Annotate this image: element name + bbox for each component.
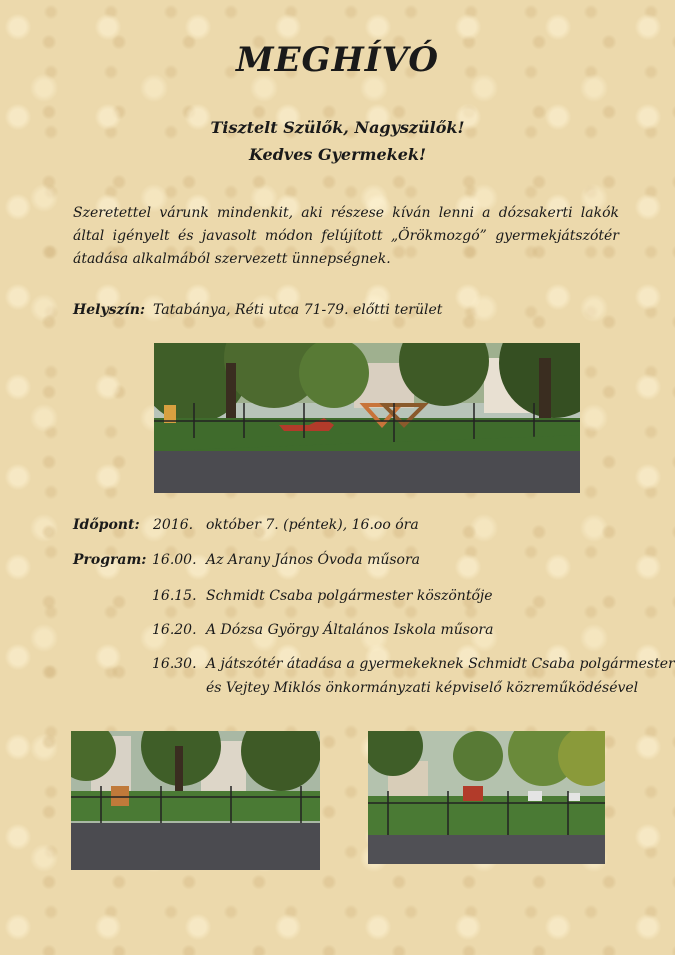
- program-time-3: 16.20.: [152, 622, 197, 638]
- date-details: október 7. (péntek), 16.oo óra: [206, 517, 419, 533]
- location-value: Tatabánya, Réti utca 71-79. előtti terület: [153, 302, 443, 318]
- program-time-1: 16.00.: [152, 552, 197, 568]
- program-item-2: Schmidt Csaba polgármester köszöntője: [206, 588, 493, 604]
- page-title: MEGHÍVÓ: [235, 40, 439, 80]
- program-time-2: 16.15.: [152, 588, 197, 604]
- program-time-4: 16.30.: [152, 656, 197, 672]
- date-year: 2016.: [153, 517, 194, 533]
- playground-photo-main: [154, 343, 580, 493]
- intro-paragraph: Szeretettel várunk mindenkit, aki részese kíván lenni a dózsakerti lakók által igényelt és javasolt módon felújított „Örökmozgó” gyermekjátszótér átadása alkalmából szervezett ünnepségnek.: [73, 205, 619, 267]
- program-item-4-cont: és Vejtey Miklós önkormányzati képviselő közreműködésével: [206, 680, 639, 696]
- program-item-4: A játszótér átadása a gyermekeknek Schmidt Csaba polgármester: [206, 656, 675, 672]
- program-item-1: Az Arany János Óvoda műsora: [206, 552, 421, 568]
- greeting-line-2: Kedves Gyermekek!: [248, 145, 427, 164]
- location-label: Helyszín:: [73, 302, 146, 318]
- greeting-line-1: Tisztelt Szülők, Nagyszülők!: [210, 118, 465, 137]
- playground-photo-left: [71, 731, 320, 870]
- playground-photo-right: [368, 731, 605, 864]
- program-label: Program:: [73, 552, 147, 568]
- program-item-3: A Dózsa György Általános Iskola műsora: [206, 622, 494, 638]
- date-label: Időpont:: [73, 517, 140, 533]
